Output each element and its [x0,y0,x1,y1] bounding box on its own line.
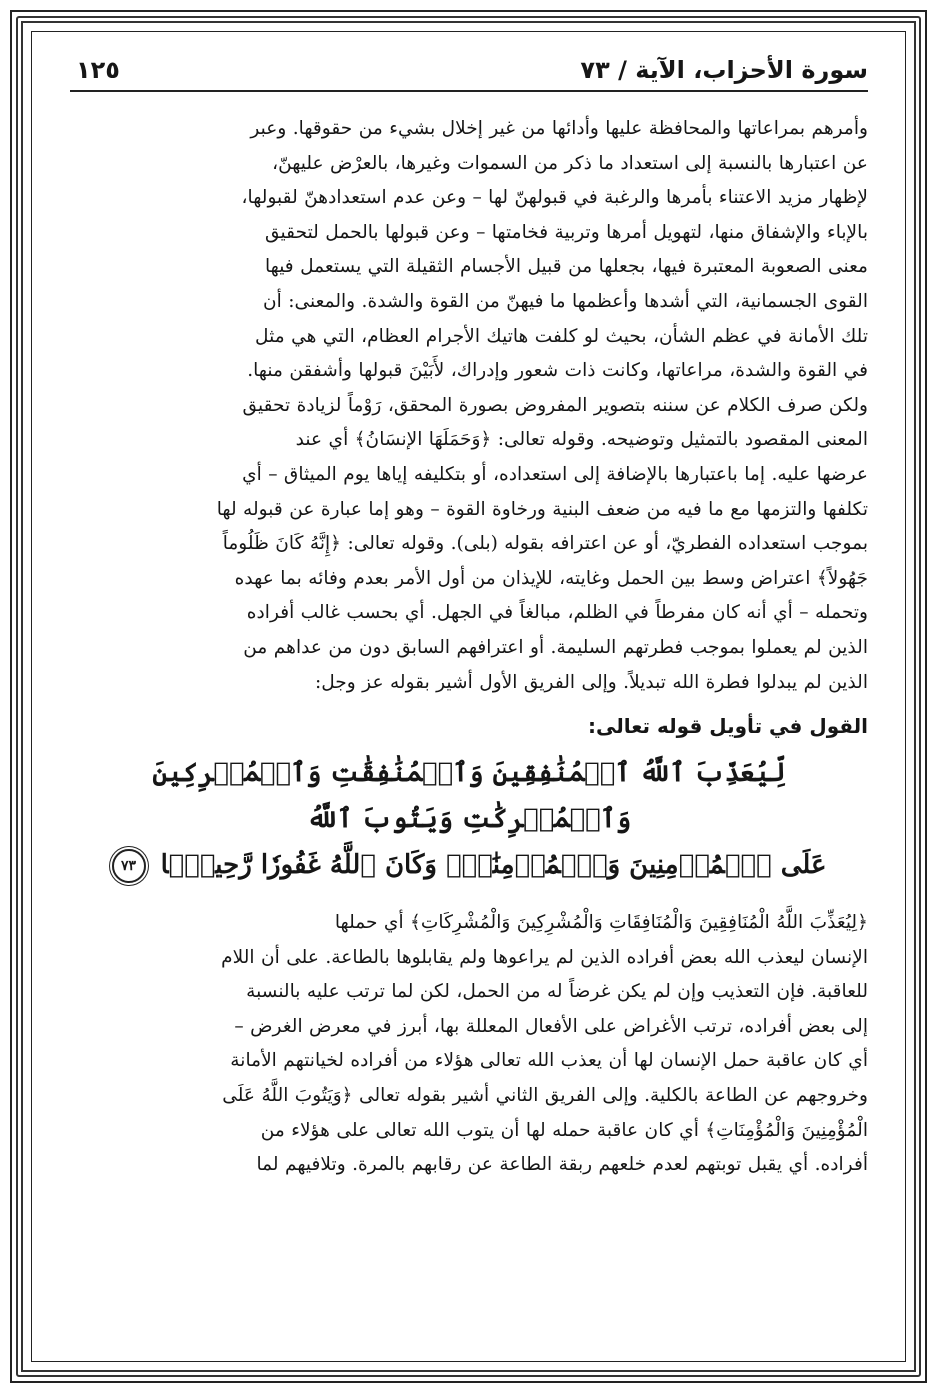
text-line: المعنى المقصود بالتمثيل وتوضيحه. وقوله تعالى: ﴿وَحَمَلَهَا الإنسَانُ﴾ أي عند [295,429,868,451]
text-line: تلك الأمانة في عظم الشأن، بحيث لو كلفت هاتيك الأجرام العظام، التي هي مثل [255,325,868,347]
text-line: الذين لم يعملوا بموجب فطرتهم السليمة. أو اعترافهم السابق دون من عداهم من [243,636,868,658]
text-line: القوى الجسمانية، التي أشدها وأعظمها ما فيهنّ من القوة والشدة. والمعنى: أن [263,290,868,312]
section-heading: القول في تأويل قوله تعالى: [588,714,868,739]
text-line: وخروجهم عن الطاعة بالكلية. وإلى الفريق الثاني أشير بقوله تعالى ﴿وَيَتُوبَ اللَّهُ عَلَى [222,1085,868,1107]
text-line: ﴿لِيُعَذِّبَ اللَّهُ الْمُنَافِقِينَ وَالْمُنَافِقَاتِ وَالْمُشْرِكِينَ وَالْمُشْرِكَاتِ﴾ أي حملها [334,912,868,934]
running-header [70,46,868,92]
page-number: ١٢٥ [76,56,120,84]
text-line: تكلفها والتزمها مع ما فيه من ضعف البنية ورخاوة القوة – وهو إما عبارة عن قبوله لها [216,498,868,520]
text-line: وأمرهم بمراعاتها والمحافظة عليها وأدائها من غير إخلال بشيء من حقوقها. وعبر [250,118,868,139]
verse-line-2 [70,842,868,888]
text-line: في القوة والشدة، مراعاتها، وكانت ذات شعور وإدراك، لأَبَيْنَ قبولها وأشفقن منها. [247,360,868,382]
text-line: الذين لم يبدلوا فطرة الله تبديلاً. وإلى الفريق الأول أشير بقوله عز وجل: [314,671,868,693]
text-line: وتحمله – أي أنه كان مفرطاً في الظلم، مبالغاً في الجهل. أي بحسب غالب أفراده [246,602,868,624]
text-line: بالإباء والإشفاق منها، لتهويل أمرها وتربية فخامتها – وعن قبولها بالحمل لتحقيق [265,221,868,243]
text-line: أي كان عاقبة حمل الإنسان لها أن يعذب الله تعالى هؤلاء من أفراده لخيانتهم الأمانة [230,1050,868,1072]
text-line: معنى الصعوبة المعتبرة فيها، بجعلها من قبيل الأجسام الثقيلة التي يستعمل فيها [264,256,868,278]
text-line: للعاقبة. فإن التعذيب وإن لم يكن غرضاً له من الحمل، لكن لما ترتب عليه بالنسبة [246,981,868,1003]
text-line: إلى بعض أفراده، ترتب الأغراض على الأفعال المعللة بها، أبرز في معرض الغرض – [234,1015,868,1037]
text-line: ولكن صرف الكلام عن سننه بتصوير المفروض بصورة المحقق، رَوْماً لزيادة تحقيق [242,394,868,416]
text-line: الْمُؤْمِنِينَ وَالْمُؤْمِنَاتِ﴾ أي كان عاقبة حمله لها أن يتوب الله تعالى على هؤلاء من [260,1119,868,1141]
text-line: الإنسان ليعذب الله بعض أفراده الذين لم يراعوها ولم يقابلوها بالطاعة. على أن اللام [221,946,868,968]
header-title: سورة الأحزاب، الآية / ٧٣ [580,56,868,84]
quran-verse [70,750,868,888]
text-line: جَهُولاً﴾ اعتراض وسط بين الحمل وغايته، للإيذان من أول الأمر بعدم وفائه بما عهده [234,567,868,589]
paragraph-2 [70,906,868,1183]
verse-line-1: لِّيُعَذِّبَ ٱللَّهُ ٱلۡمُنَٰفِقِينَ وَٱلۡمُنَٰفِقَٰتِ وَٱلۡمُشۡرِكِينَ وَٱلۡمُشۡرِكَٰتِ وَيَتُوبَ ٱللَّهُ [152,758,786,835]
ayah-number-marker: ٧٣ [112,849,146,883]
text-line: عرضها عليه. إما باعتبارها بالإضافة إلى استعداده، أو بتكليفه إياها يوم الميثاق – أي [242,463,868,485]
verse-line-2-text: عَلَى ٱلۡمُؤۡمِنِينَ وَٱلۡمُؤۡمِنَٰتِۗ وَكَانَ ٱللَّهُ غَفُورٗا رَّحِيمَۢا [160,850,827,881]
text-line: بموجب استعداده الفطريّ، أو عن اعترافه بقوله (بلى). وقوله تعالى: ﴿إِنَّهُ كَانَ ظَلُوماً [222,533,868,555]
text-line: أفراده. أي يقبل توبتهم لعدم خلعهم ربقة الطاعة عن رقابهم بالمرة. وتلافيهم لما [256,1154,868,1176]
text-line: لإظهار مزيد الاعتناء بأمرها والرغبة في قبولهنّ لها – وعن عدم استعدادهنّ لقبولها، [241,187,868,209]
paragraph-1 [70,112,868,700]
page-content [70,46,868,1336]
text-line: عن اعتبارها بالنسبة إلى استعداد ما ذكر من السموات وغيرها، بالعرْض عليهنّ، [272,152,868,174]
